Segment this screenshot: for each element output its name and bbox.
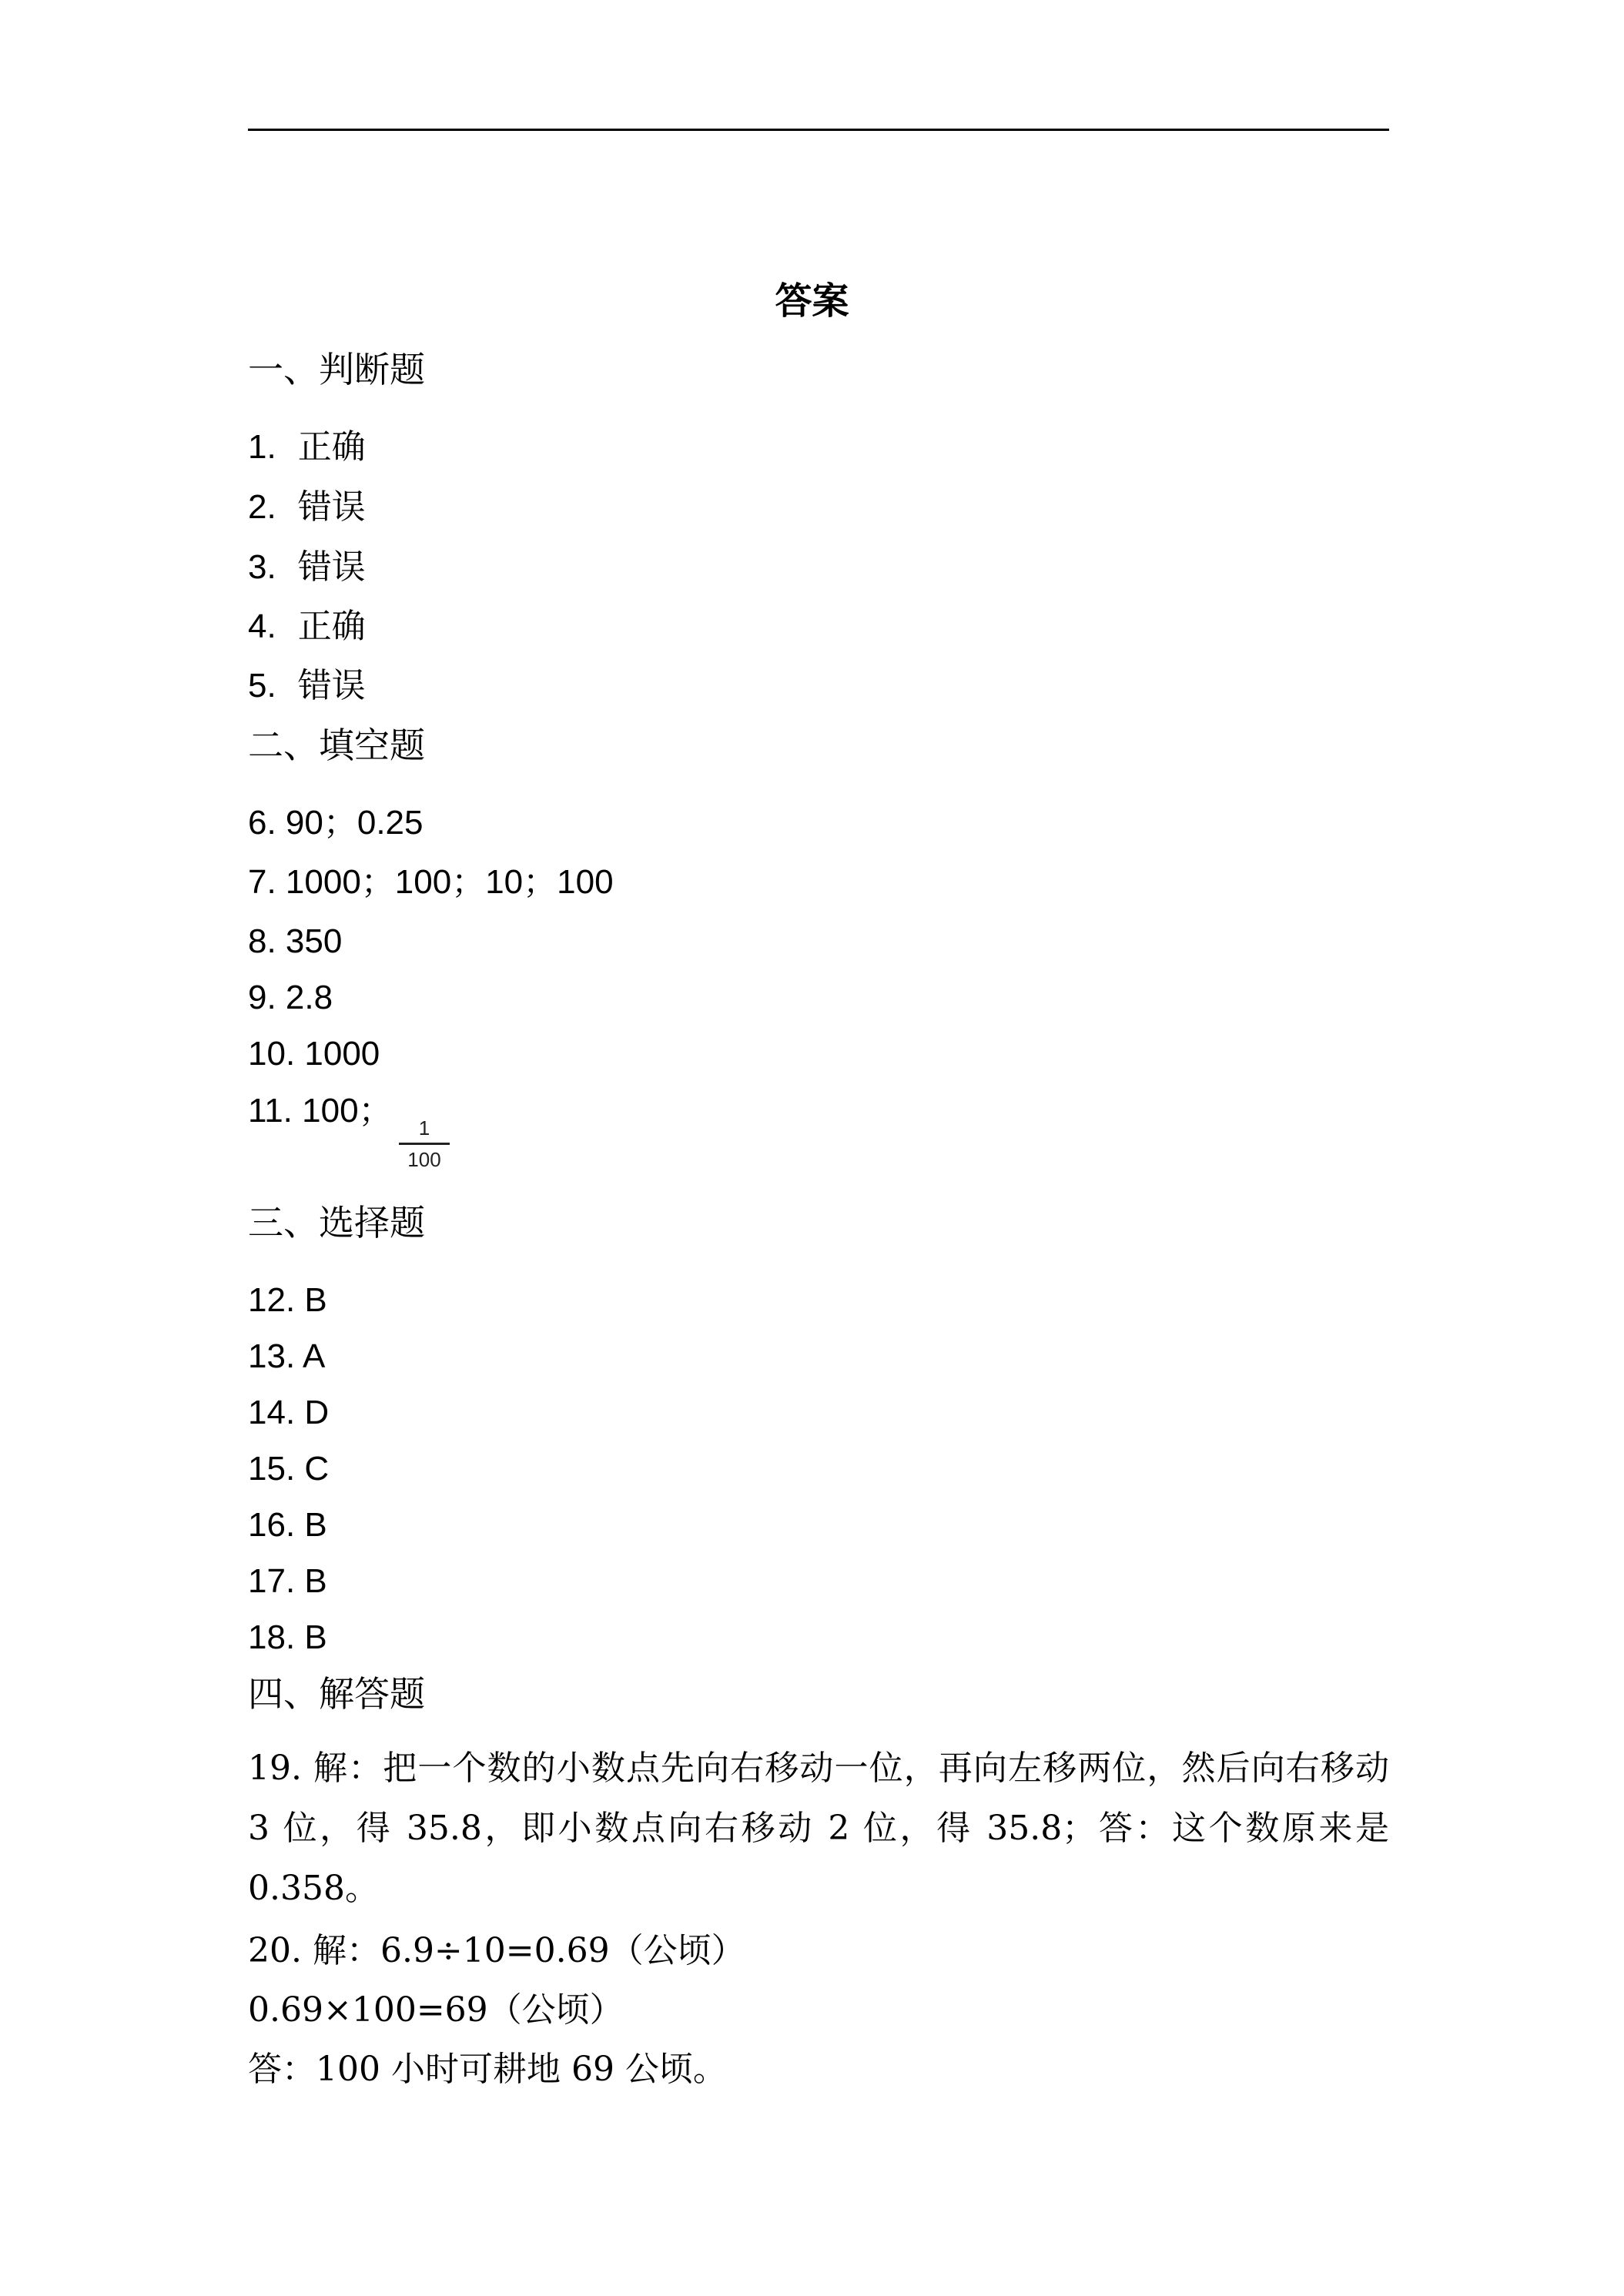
fraction-denominator: 100 (407, 1148, 441, 1171)
answer-13: 13. A (248, 1337, 326, 1375)
fraction-numerator: 1 (418, 1116, 430, 1140)
answer-12: 12. B (248, 1281, 327, 1319)
answer-5: 5. 错误 (248, 666, 366, 705)
answer-3: 3. 错误 (248, 547, 366, 587)
answer-15: 15. C (248, 1450, 330, 1488)
answer-4: 4. 正确 (248, 607, 366, 646)
section-heading-judge: 一、判断题 (248, 349, 425, 390)
answer-8: 8. 350 (248, 922, 343, 960)
answer-19: 19. 解：把一个数的小数点先向右移动一位，再向左移两位，然后向右移动 3 位，得 35.8，即小数点向右移动 2 位，得 35.8；答：这个数原来是 0.358。 (248, 1749, 1389, 1908)
answer-17: 17. B (248, 1562, 327, 1600)
answer-20-line-1: 20. 解：6.9÷10=0.69（公顷） (248, 1931, 745, 1970)
answer-14: 14. D (248, 1394, 330, 1431)
answer-2: 2. 错误 (248, 487, 366, 527)
section-heading-choice: 三、选择题 (248, 1202, 425, 1243)
section-heading-fill: 二、填空题 (248, 725, 425, 766)
answer-16: 16. B (248, 1506, 327, 1544)
answer-20-line-2: 0.69×100=69（公顷） (248, 1990, 624, 2030)
answer-9: 9. 2.8 (248, 979, 333, 1016)
answer-20-line-3: 答：100 小时可耕地 69 公顷。 (248, 2050, 727, 2089)
fraction-one-hundredth (399, 1116, 450, 1171)
answer-1: 1. 正确 (248, 427, 366, 467)
answer-11: 11. 100； (248, 1092, 393, 1130)
answer-6: 6. 90；0.25 (248, 804, 424, 842)
answer-18: 18. B (248, 1618, 327, 1656)
section-heading-solve: 四、解答题 (248, 1673, 425, 1715)
answer-7: 7. 1000；100；10；100 (248, 863, 614, 901)
header-rule (248, 129, 1389, 131)
page-title: 答案 (775, 279, 849, 323)
fraction-bar (399, 1143, 450, 1145)
answer-10: 10. 1000 (248, 1035, 380, 1073)
